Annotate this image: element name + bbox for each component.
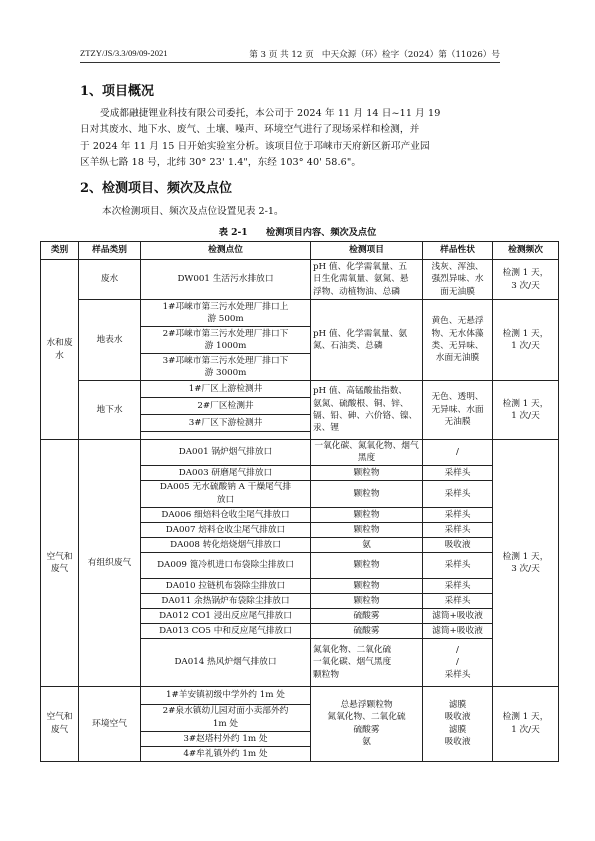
point-cell: DA008 转化焙烧烟气排放口 [141, 537, 311, 552]
point-cell: DA001 锅炉烟气排放口 [141, 440, 311, 466]
section-1-title: 1、项目概况 [80, 84, 155, 99]
table-header-row [41, 242, 559, 260]
point-cell: DA014 热风炉烟气排放口 [141, 638, 311, 686]
sample-type: 地下水 [79, 381, 141, 440]
point-cell: DA003 研磨尾气排放口 [141, 465, 311, 480]
table-row [41, 686, 559, 704]
items-cell: 颗粒物 [311, 593, 423, 608]
items-cell: 氮氧化物、二氧化硫 一氧化碳、烟气黑度 颗粒物 [311, 638, 423, 686]
items-cell: 颗粒物 [311, 522, 423, 537]
state-cell: 滤膜 吸收液 滤膜 吸收液 [423, 686, 493, 761]
doc-code: ZTZY/JS/3.3/09/09-2021 [80, 48, 168, 58]
point-cell: 2#邛崃市第三污水处理厂排口下 游 1000m [141, 327, 311, 354]
point-cell: 3#厂区下游检测井 [141, 415, 311, 432]
col-header: 检测点位 [141, 242, 311, 260]
category-gas: 空气和废气 [41, 440, 79, 687]
sample-type: 有组织废气 [79, 440, 141, 687]
para-line: 日对其废水、地下水、废气、土壤、噪声、环境空气进行了现场采样和检测，并 [80, 124, 420, 136]
point-cell: 1#邛崃市第三污水处理厂排口上 游 500m [141, 300, 311, 327]
table-caption: 表 2-1 检测项目内容、频次及点位 [218, 227, 377, 238]
para-line: 受成都融捷锂业科技有限公司委托，本公司于 2024 年 11 月 14 日~11 月 19 [100, 108, 441, 119]
items-cell: pH 值、高锰酸盐指数、 氨氮、硫酸根、铜、锌、 镉、铅、砷、六价铬、镍、 汞、锂 [311, 381, 423, 440]
point-cell: 3#邛崃市第三污水处理厂排口下 游 3000m [141, 354, 311, 381]
point-cell: 3#赵塔村外约 1m 处 [141, 731, 311, 746]
category-ambient: 空气和废气 [41, 686, 79, 761]
state-cell: 滤筒+吸收液 [423, 623, 493, 638]
items-cell: pH 值、化学需氧量、氨 氮、石油类、总磷 [311, 300, 423, 381]
state-cell: 浅灰、浑浊、 强烈异味、水 面无油膜 [423, 260, 493, 300]
freq-cell: 检测 1 天， 3 次/天 [493, 440, 559, 687]
category-water: 水和废水 [41, 260, 79, 440]
state-cell: 滤筒+吸收液 [423, 608, 493, 623]
section-2-title: 2、检测项目、频次及点位 [80, 181, 233, 196]
state-cell: 采样头 [423, 507, 493, 522]
sample-type: 废水 [79, 260, 141, 300]
freq-cell: 检测 1 天， 1 次/天 [493, 300, 559, 381]
report-number [249, 48, 500, 60]
point-cell: 2#厂区检测井 [141, 398, 311, 415]
point-cell-empty [141, 432, 311, 440]
items-cell: 颗粒物 [311, 465, 423, 480]
point-cell: DA006 细焙料仓收尘尾气排放口 [141, 507, 311, 522]
freq-cell: 检测 1 天， 3 次/天 [493, 260, 559, 300]
point-cell: 1#羊安镇初级中学外约 1m 处 [141, 686, 311, 704]
sample-type: 环境空气 [79, 686, 141, 761]
items-cell: 一氧化碳、氮氧化物、烟气黑度 [311, 440, 423, 466]
point-cell: DW001 生活污水排放口 [141, 260, 311, 300]
point-cell: DA007 焙料仓收尘尾气排放口 [141, 522, 311, 537]
state-cell: 采样头 [423, 480, 493, 507]
state-cell: 采样头 [423, 593, 493, 608]
section-2-intro: 本次检测项目、频次及点位设置见表 2-1。 [102, 206, 284, 217]
freq-cell: 检测 1 天， 1 次/天 [493, 381, 559, 440]
para-line: 区羊纵七路 18 号，北纬 30° 23' 1.4"，东经 103° 40' 58.6"。 [80, 156, 362, 168]
items-cell: 硫酸雾 [311, 623, 423, 638]
items-cell: pH 值、化学需氧量、五 日生化需氧量、氨氮、悬 浮物、动植物油、总磷 [311, 260, 423, 300]
point-cell: 2#泉水镇幼儿园对面小卖部外约 1m 处 [141, 704, 311, 731]
state-cell: 采样头 [423, 465, 493, 480]
items-cell: 颗粒物 [311, 552, 423, 578]
section-1-paragraph [80, 106, 498, 171]
point-cell: 1#厂区上游检测井 [141, 381, 311, 398]
table-row [41, 440, 559, 466]
page-header [80, 46, 500, 63]
point-cell: DA005 无水硫酸钠 A 干燥尾气排 放口 [141, 480, 311, 507]
detection-table [40, 241, 559, 762]
table-row [41, 381, 559, 398]
items-cell: 硫酸雾 [311, 608, 423, 623]
point-cell: DA012 CO1 浸出反应尾气排放口 [141, 608, 311, 623]
col-header: 检测项目 [311, 242, 423, 260]
point-cell: DA009 篦冷机进口布袋除尘排放口 [141, 552, 311, 578]
point-cell: DA011 余热锅炉布袋除尘排放口 [141, 593, 311, 608]
point-cell: DA013 CO5 中和反应尾气排放口 [141, 623, 311, 638]
point-cell: DA010 拉链机布袋除尘排放口 [141, 578, 311, 593]
state-cell: 黄色、无悬浮 物、无水体藻 类、无异味、 水面无油膜 [423, 300, 493, 381]
table-row [41, 300, 559, 327]
freq-cell: 检测 1 天， 1 次/天 [493, 686, 559, 761]
col-header: 样品类别 [79, 242, 141, 260]
state-cell: 无色、透明、 无异味、水面 无油膜 [423, 381, 493, 440]
point-cell: 4#牟礼镇外约 1m 处 [141, 746, 311, 761]
col-header: 检测频次 [493, 242, 559, 260]
para-line: 于 2024 年 11 月 15 日开始实验室分析。该项目位于邛崃市天府新区新邛产业园 [80, 140, 430, 152]
state-cell: 采样头 [423, 578, 493, 593]
items-cell: 颗粒物 [311, 578, 423, 593]
col-header: 类别 [41, 242, 79, 260]
items-cell: 颗粒物 [311, 507, 423, 522]
state-cell: 采样头 [423, 552, 493, 578]
page-info: 第 3 页 共 12 页 [249, 50, 314, 60]
sample-type: 地表水 [79, 300, 141, 381]
state-cell: 采样头 [423, 522, 493, 537]
items-cell: 氨 [311, 537, 423, 552]
items-cell: 总悬浮颗粒物 氮氧化物、二氧化硫 硫酸雾 氨 [311, 686, 423, 761]
state-cell: / [423, 440, 493, 466]
report-no: 中天众源（环）检字（2024）第（11026）号 [321, 50, 500, 60]
col-header: 样品性状 [423, 242, 493, 260]
table-row [41, 260, 559, 300]
state-cell: 吸收液 [423, 537, 493, 552]
state-cell: / / 采样头 [423, 638, 493, 686]
items-cell: 颗粒物 [311, 480, 423, 507]
